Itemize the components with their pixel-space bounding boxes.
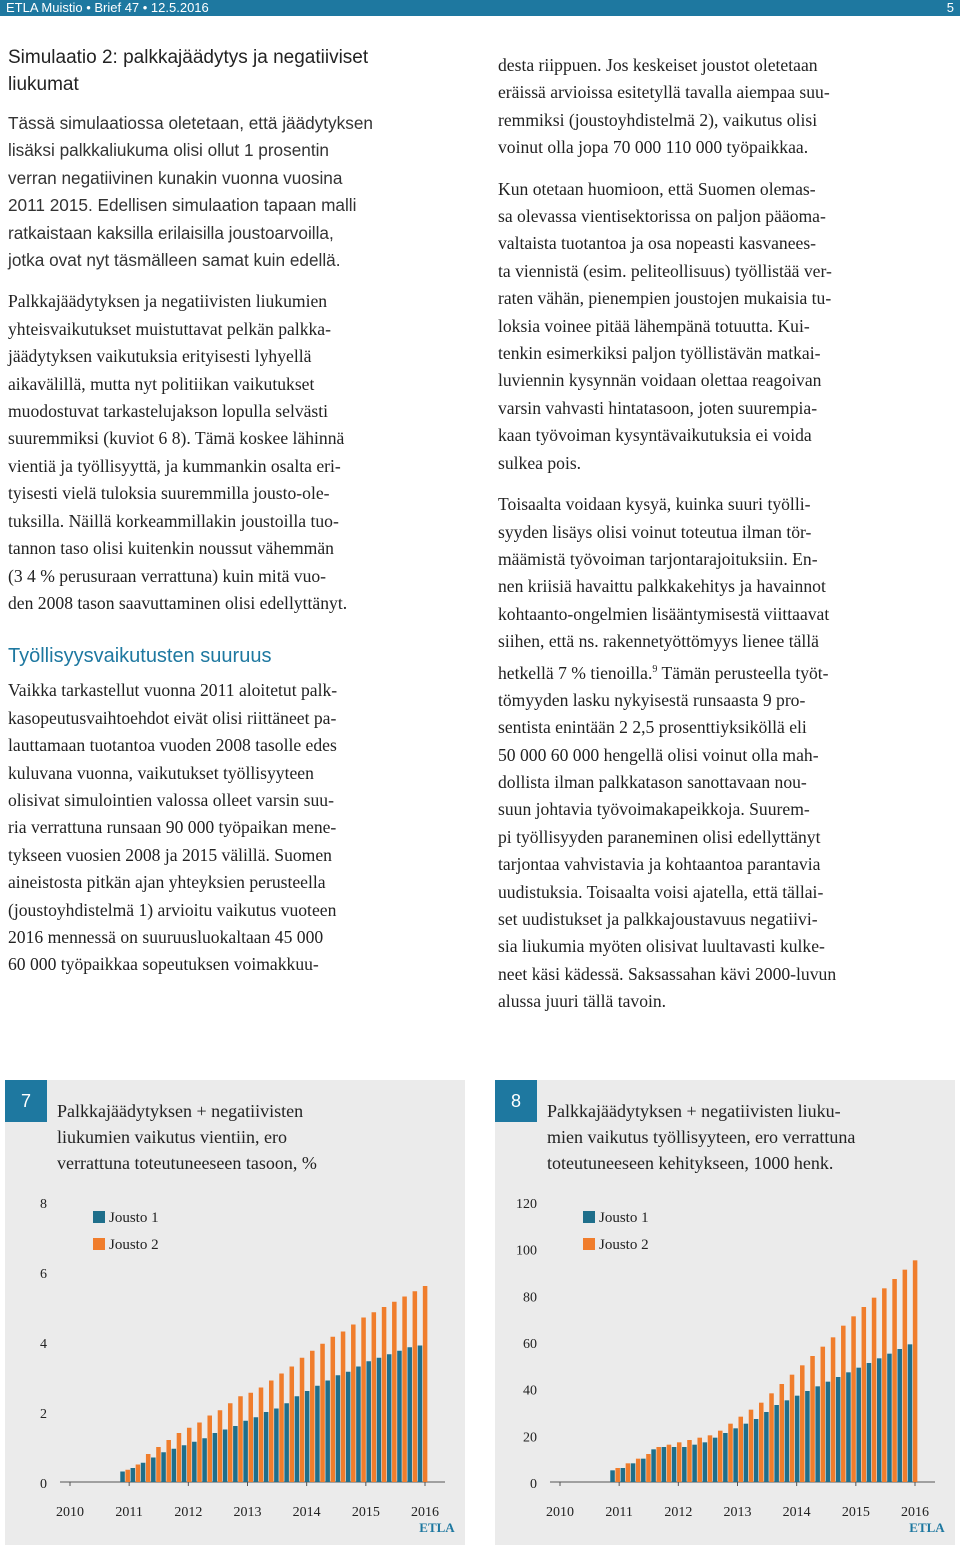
text-line: tömyyden lasku nykyisestä runsaasta 9 pro-: [498, 689, 806, 710]
bar-jousto-2: [156, 1447, 161, 1482]
bar-jousto-1: [754, 1419, 759, 1482]
bar-jousto-2: [218, 1410, 223, 1482]
bar-jousto-1: [713, 1438, 718, 1482]
text-line: siihen, että ns. rakennetyöttömyys lienee tällä: [498, 631, 819, 652]
bar-jousto-2: [187, 1428, 192, 1482]
bar-jousto-1: [254, 1417, 259, 1482]
text-line: raten vähän, pienempien joustojen mukaisia tu-: [498, 288, 832, 309]
bar-jousto-2: [677, 1442, 682, 1482]
y-tick-label: 2: [40, 1407, 47, 1422]
chart-exports: [5, 1080, 465, 1545]
text-line: tarjontaa vahvistavia ja kohtaantoa parantavia: [498, 854, 821, 875]
text-line: sia liukumia myöten olisivat luultavasti kulke-: [498, 936, 825, 957]
bar-jousto-1: [662, 1447, 667, 1482]
paragraph-continuation: [498, 52, 956, 162]
paragraph-intro: [8, 110, 470, 274]
bar-jousto-2: [667, 1445, 672, 1482]
text-line: syyden lisäys olisi voinut toteutua ilman tör-: [498, 521, 812, 542]
text-line: verran negatiivinen kunakin vuonna vuosina: [8, 167, 343, 188]
bar-jousto-1: [284, 1403, 289, 1482]
legend-label: Jousto 1: [599, 1210, 649, 1226]
bar-jousto-1: [223, 1430, 228, 1483]
text-line: dollista ilman palkkatason sanottavaan nou-: [498, 772, 807, 793]
bar-jousto-1: [315, 1386, 320, 1482]
simulation-title: Simulaatio 2: palkkajäädytys ja negatiiviset liukumat: [8, 47, 369, 95]
bar-jousto-2: [125, 1470, 130, 1482]
bar-jousto-2: [413, 1291, 418, 1482]
bar-jousto-1: [161, 1452, 166, 1482]
bar-jousto-1: [897, 1349, 902, 1482]
x-tick-label: 2010: [546, 1505, 574, 1520]
bar-jousto-1: [131, 1468, 136, 1482]
text-line: set uudistukset ja palkkajoustavuus negatiivi-: [498, 909, 818, 930]
bar-jousto-1: [672, 1447, 677, 1482]
bar-jousto-2: [361, 1318, 366, 1483]
text-line: nen kriisiä havaittu palkkakehitys ja havainnot: [498, 576, 826, 597]
bar-jousto-1: [407, 1347, 412, 1482]
chart-title: Palkkajäädytyksen + negatiivisten liukumien vaikutus vientiin, ero verrattuna toteutuneeseen tasoon, %: [57, 1101, 317, 1173]
text-line: lisäksi palkkaliukuma olisi ollut 1 prosentin: [8, 140, 329, 161]
text-line: kaan työvoiman kysyntävaikutuksia ei voida: [498, 425, 812, 446]
y-tick-label: 80: [523, 1290, 537, 1306]
bar-jousto-1: [703, 1442, 708, 1482]
bar-jousto-2: [300, 1358, 305, 1482]
bar-jousto-1: [305, 1391, 310, 1482]
bar-jousto-2: [290, 1367, 295, 1483]
chart-employment: [495, 1080, 955, 1545]
bar-jousto-1: [621, 1468, 626, 1482]
bar-jousto-2: [759, 1403, 764, 1482]
bar-jousto-2: [841, 1326, 846, 1482]
bar-jousto-1: [418, 1346, 423, 1483]
bar-jousto-2: [892, 1279, 897, 1482]
text-line: pi työllisyyden paraneminen olisi edellyttänyt: [498, 826, 821, 847]
bar-jousto-2: [341, 1332, 346, 1483]
etla-logo: ETLA: [419, 1520, 455, 1535]
text-line: lauttamaan tuotantoa vuoden 2008 tasolle edes: [8, 735, 337, 756]
bar-jousto-2: [331, 1337, 336, 1482]
text-line: hetkellä 7 % tienoilla.: [498, 662, 653, 683]
x-tick-label: 2015: [351, 1505, 380, 1520]
text-line: olisivat simulointien valossa olleet varsin suu-: [8, 789, 334, 810]
bar-jousto-1: [692, 1445, 697, 1482]
bar-jousto-2: [697, 1438, 702, 1482]
bar-jousto-2: [310, 1351, 315, 1482]
bar-jousto-1: [815, 1386, 820, 1482]
chart-title: Palkkajäädytyksen + negatiivisten liuku- mien vaikutus työllisyyteen, ero verrattuna toteutuneeseen kehitykseen, 1000 henk.: [547, 1101, 856, 1173]
paragraph-employment: [8, 677, 470, 978]
left-column: [8, 44, 470, 979]
text-line: neet käsi kädessä. Saksassahan kävi 2000-luvun: [498, 963, 837, 984]
bar-jousto-1: [805, 1391, 810, 1482]
legend-label: Jousto 2: [599, 1237, 649, 1253]
page-header: [0, 0, 960, 16]
bar-jousto-2: [269, 1381, 274, 1483]
bar-jousto-2: [646, 1454, 651, 1482]
bar-jousto-2: [248, 1393, 253, 1482]
text-line: ria verrattuna runsaan 90 000 työpaikan mene-: [8, 817, 337, 838]
text-line: aineistosta pitkän ajan yhteyksien perusteella: [8, 872, 326, 893]
chart-number: 8: [495, 1080, 537, 1122]
text-line: sa olevassa vientisektorissa on paljon pääoma-: [498, 206, 826, 227]
text-line: uudistuksia. Toisaalta voisi ajatella, että tällai-: [498, 881, 824, 902]
legend-swatch: [583, 1211, 595, 1223]
bar-jousto-2: [790, 1375, 795, 1482]
bar-jousto-2: [872, 1298, 877, 1482]
text-line: suuremmiksi (kuviot 6 8). Tämä koskee lähinnä: [8, 428, 345, 449]
legend-swatch: [93, 1238, 105, 1250]
x-tick-label: 2015: [841, 1505, 870, 1520]
x-tick-label: 2016: [411, 1505, 439, 1520]
text-line: 50 000 60 000 hengellä olisi voinut olla mah-: [498, 744, 819, 765]
text-line: Tämän perusteella työt-: [657, 662, 829, 683]
bar-jousto-2: [851, 1316, 856, 1482]
text-line: kohtaanto-ongelmien lisääntymisestä viittaavat: [498, 603, 830, 624]
text-line: Toisaalta voidaan kysyä, kuinka suuri työlli-: [498, 494, 811, 515]
bar-jousto-1: [336, 1375, 341, 1482]
bar-jousto-2: [769, 1393, 774, 1482]
legend-swatch: [93, 1211, 105, 1223]
text-line: Tässä simulaatiossa oletetaan, että jäädytyksen: [8, 113, 373, 133]
text-line: loksia voinee pitää lähempänä totuutta. Kui-: [498, 315, 810, 336]
text-line: luviennin kysynnän voidaan olettaa reagoivan: [498, 370, 822, 391]
text-line: 2011 2015. Edellisen simulaation tapaan malli: [8, 195, 357, 216]
text-line: sentista enintään 2 2,5 prosenttiyksiköllä eli: [498, 717, 807, 738]
text-line: tannon taso olisi kuitenkin noussut vähemmän: [8, 538, 334, 559]
text-line: jotka ovat nyt täsmälleen samat kuin edellä.: [8, 250, 341, 271]
bar-jousto-2: [351, 1325, 356, 1483]
bar-jousto-2: [800, 1365, 805, 1482]
bar-jousto-1: [733, 1428, 738, 1482]
text-line: ratkaistaan kaksilla erilaisilla joustoarvoilla,: [8, 222, 334, 243]
text-line: vientiä ja työllisyyttä, ja kummankin osalta eri-: [8, 455, 341, 476]
bar-jousto-1: [826, 1382, 831, 1482]
labor-supply-text-b: [498, 662, 836, 1011]
chart-plot: [5, 1080, 465, 1545]
bar-jousto-1: [682, 1447, 687, 1482]
text-line: voinut olla jopa 70 000 110 000 työpaikkaa.: [498, 137, 809, 158]
text-line: (joustoyhdistelmä 1) arvioitu vaikutus vuoteen: [8, 899, 337, 920]
bar-jousto-1: [887, 1354, 892, 1482]
bar-jousto-1: [846, 1372, 851, 1482]
bar-jousto-2: [656, 1447, 661, 1482]
labor-supply-text-a: [498, 494, 829, 682]
bar-jousto-1: [774, 1405, 779, 1482]
bar-jousto-1: [151, 1458, 156, 1483]
x-tick-label: 2014: [292, 1505, 321, 1520]
chart-plot: [495, 1080, 955, 1545]
text-line: alussa juuri tällä tavoin.: [498, 991, 667, 1012]
chart-number: 7: [5, 1080, 47, 1122]
bar-jousto-2: [259, 1388, 264, 1483]
text-line: den 2008 tason saavuttaminen olisi edellyttänyt.: [8, 592, 348, 613]
text-line: kuluvana vuonna, vaikutukset työllisyyteen: [8, 762, 314, 783]
x-tick-label: 2011: [115, 1505, 143, 1520]
text-line: ta viennistä (esim. peliteollisuus) työllistää ver-: [498, 260, 832, 281]
text-line: 60 000 työpaikkaa sopeutuksen voimakkuu-: [8, 954, 319, 975]
bar-jousto-1: [202, 1438, 207, 1482]
x-tick-label: 2012: [664, 1505, 693, 1520]
right-column: [498, 52, 956, 1016]
bar-jousto-2: [882, 1288, 887, 1482]
text-line: desta riippuen. Jos keskeiset joustot oletetaan: [498, 55, 818, 75]
bar-jousto-2: [279, 1374, 284, 1483]
bar-jousto-2: [626, 1463, 631, 1482]
paragraph-effects: [8, 288, 470, 617]
bar-jousto-2: [615, 1468, 620, 1482]
bar-jousto-2: [166, 1440, 171, 1482]
text-line: määmistä työvoiman tarjontarajoituksiin. En-: [498, 548, 818, 569]
bar-jousto-1: [856, 1368, 861, 1482]
y-tick-label: 6: [40, 1267, 47, 1282]
text-line: muodostuvat tarkastelujakson lopulla selvästi: [8, 401, 329, 422]
y-tick-label: 4: [40, 1337, 47, 1352]
text-line: suun johtavia työvoimakapeikkoja. Suurem-: [498, 799, 810, 820]
x-tick-label: 2013: [233, 1505, 262, 1520]
bar-jousto-1: [120, 1472, 125, 1483]
bar-jousto-1: [387, 1354, 392, 1482]
text-line: remmiksi (joustoyhdistelmä 2), vaikutus olisi: [498, 109, 818, 130]
bar-jousto-2: [197, 1423, 202, 1483]
bar-jousto-1: [795, 1396, 800, 1482]
bar-jousto-1: [274, 1409, 279, 1483]
bar-jousto-1: [397, 1351, 402, 1482]
bar-jousto-2: [207, 1416, 212, 1483]
bar-jousto-1: [631, 1463, 636, 1482]
bar-jousto-2: [913, 1260, 918, 1482]
text-line: (3 4 % perusuraan verrattuna) kuin mitä vuo-: [8, 565, 327, 586]
y-tick-label: 100: [516, 1243, 537, 1259]
bar-jousto-2: [728, 1424, 733, 1482]
bar-jousto-1: [744, 1424, 749, 1482]
bar-jousto-1: [233, 1426, 238, 1482]
bar-jousto-2: [177, 1433, 182, 1482]
bar-jousto-1: [723, 1433, 728, 1482]
bar-jousto-1: [764, 1412, 769, 1482]
text-line: aikavälillä, mutta nyt politiikan vaikutukset: [8, 373, 315, 394]
bar-jousto-1: [295, 1396, 300, 1482]
text-line: tyisesti vielä tuloksia suuremmilla jousto-ole-: [8, 483, 330, 504]
text-line: valtaista tuotantoa ja osa nopeasti kasvanees-: [498, 233, 817, 254]
text-line: yhteisvaikutukset muistuttavat pelkän palkka-: [8, 318, 331, 339]
y-tick-label: 0: [530, 1477, 537, 1492]
bar-jousto-2: [718, 1431, 723, 1482]
bar-jousto-1: [356, 1367, 361, 1483]
text-line: sulkea pois.: [498, 452, 582, 473]
bar-jousto-2: [136, 1465, 141, 1483]
footnote-mark: 9: [652, 663, 658, 675]
bar-jousto-1: [877, 1358, 882, 1482]
bar-jousto-1: [836, 1377, 841, 1482]
bar-jousto-2: [392, 1302, 397, 1482]
y-tick-label: 40: [523, 1383, 537, 1399]
text-line: jäädytyksen vaikutuksia erityisesti lyhyellä: [8, 346, 312, 367]
bar-jousto-1: [908, 1344, 913, 1482]
bar-jousto-1: [651, 1449, 656, 1482]
x-tick-label: 2014: [782, 1505, 811, 1520]
bar-jousto-1: [785, 1400, 790, 1482]
bar-jousto-2: [810, 1356, 815, 1482]
bar-jousto-2: [708, 1435, 713, 1482]
x-tick-label: 2013: [723, 1505, 752, 1520]
bar-jousto-2: [320, 1344, 325, 1482]
paragraph-export-sector: [498, 176, 956, 477]
y-tick-label: 120: [516, 1197, 537, 1212]
text-line: eräissä arvioissa esitetyllä tavalla aiempaa suu-: [498, 82, 830, 103]
x-tick-label: 2012: [174, 1505, 203, 1520]
x-tick-label: 2011: [605, 1505, 633, 1520]
text-line: Vaikka tarkastellut vuonna 2011 aloitetut palk-: [8, 680, 338, 701]
text-line: Kun otetaan huomioon, että Suomen olemas-: [498, 178, 816, 199]
bar-jousto-2: [382, 1307, 387, 1482]
bar-jousto-1: [346, 1372, 351, 1482]
bar-jousto-1: [192, 1442, 197, 1482]
text-line: kasopeutusvaihtoehdot eivät olisi riittäneet pa-: [8, 707, 337, 728]
bar-jousto-1: [243, 1421, 248, 1482]
bar-jousto-1: [141, 1463, 146, 1482]
text-line: tuksilla. Näillä korkeammillakin joustoilla tuo-: [8, 510, 339, 531]
bar-jousto-1: [610, 1470, 615, 1482]
bar-jousto-1: [377, 1358, 382, 1482]
bar-jousto-2: [423, 1286, 428, 1482]
bar-jousto-2: [372, 1312, 377, 1482]
x-tick-label: 2010: [56, 1505, 84, 1520]
bar-jousto-1: [325, 1381, 330, 1483]
bar-jousto-2: [402, 1297, 407, 1483]
bar-jousto-2: [738, 1417, 743, 1482]
legend-label: Jousto 2: [109, 1237, 159, 1253]
text-line: 2016 mennessä on suuruusluokaltaan 45 000: [8, 926, 324, 947]
bar-jousto-1: [172, 1449, 177, 1482]
bar-jousto-2: [228, 1403, 233, 1482]
bar-jousto-1: [366, 1361, 371, 1482]
bar-jousto-1: [182, 1445, 187, 1482]
y-tick-label: 0: [40, 1477, 47, 1492]
x-tick-label: 2016: [901, 1505, 929, 1520]
y-tick-label: 60: [523, 1337, 537, 1352]
text-line: tenkin esimerkiksi paljon työllistävän matkai-: [498, 343, 821, 364]
bar-jousto-2: [636, 1459, 641, 1482]
etla-logo: ETLA: [909, 1520, 945, 1535]
bar-jousto-2: [862, 1307, 867, 1482]
text-line: varsin vahvasti hintatasoon, joten suurempia-: [498, 397, 818, 418]
legend-label: Jousto 1: [109, 1210, 159, 1226]
legend-swatch: [583, 1238, 595, 1250]
paragraph-labor-supply: [498, 491, 956, 1016]
bar-jousto-2: [821, 1347, 826, 1482]
bar-jousto-1: [213, 1433, 218, 1482]
bar-jousto-1: [867, 1363, 872, 1482]
bar-jousto-2: [780, 1384, 785, 1482]
section-heading: Työllisyysvaikutusten suuruus: [8, 645, 272, 668]
bar-jousto-2: [238, 1396, 243, 1482]
bar-jousto-1: [641, 1459, 646, 1482]
text-line: tykseen vuosien 2008 ja 2015 välillä. Suomen: [8, 844, 332, 865]
bar-jousto-2: [687, 1440, 692, 1482]
bar-jousto-2: [903, 1270, 908, 1482]
bar-jousto-2: [831, 1337, 836, 1482]
text-line: Palkkajäädytyksen ja negatiivisten liukumien: [8, 291, 328, 312]
y-tick-label: 8: [40, 1197, 47, 1212]
publication-info: ETLA Muistio • Brief 47 • 12.5.2016: [6, 0, 209, 15]
bar-jousto-2: [749, 1410, 754, 1482]
y-tick-label: 20: [523, 1430, 537, 1446]
page-number: 5: [946, 0, 954, 15]
bar-jousto-1: [264, 1412, 269, 1482]
bar-jousto-2: [146, 1454, 151, 1482]
